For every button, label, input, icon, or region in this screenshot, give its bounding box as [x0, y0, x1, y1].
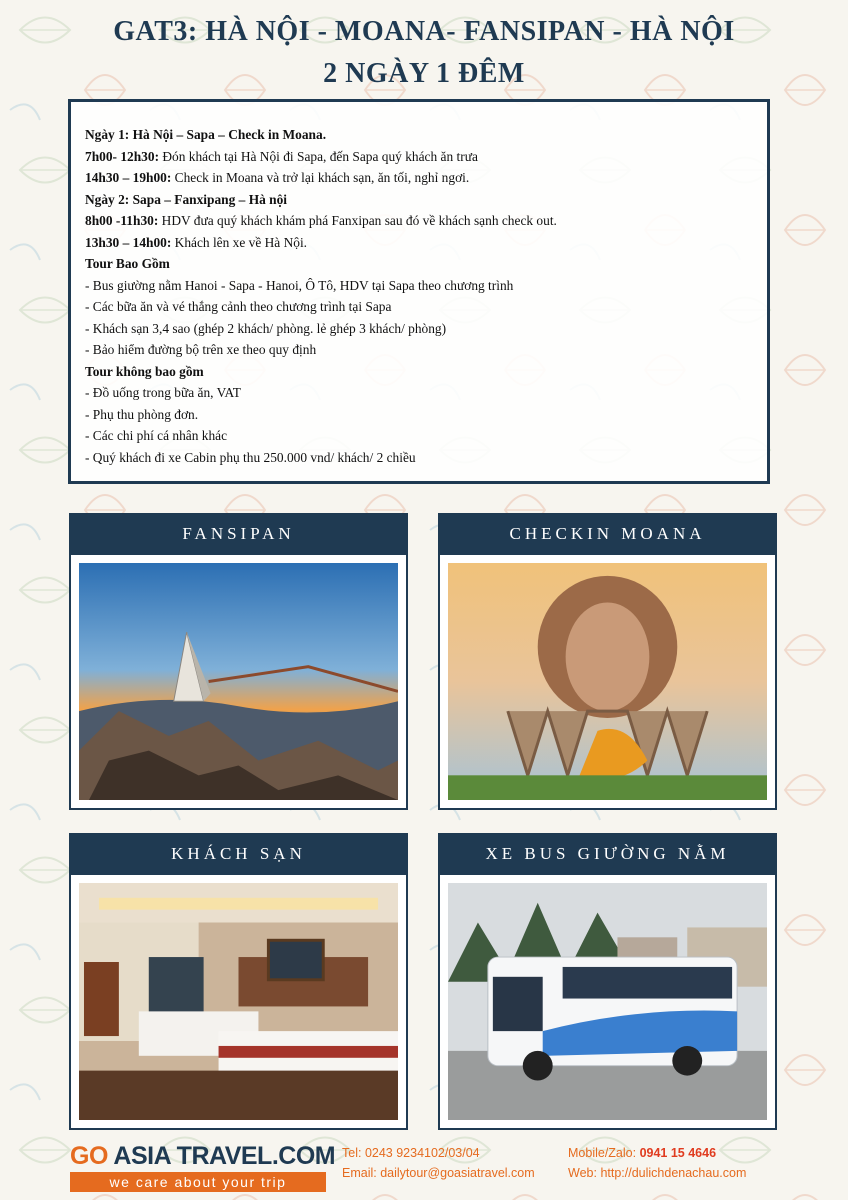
itinerary-line-text: - Khách sạn 3,4 sao (ghép 2 khách/ phòng. lẻ ghép 3 khách/ phòng): [85, 320, 447, 336]
tour-title: GAT3: HÀ NỘI - MOANA- FANSIPAN - HÀ NỘI: [113, 16, 735, 47]
contact-mobile: [568, 1146, 716, 1160]
logo-tagline: we care about your trip: [70, 1172, 326, 1192]
card-fansipan: [69, 513, 408, 810]
itinerary-line-heading: 13h30 – 14h00:: [85, 234, 172, 250]
itinerary-line: [85, 318, 767, 340]
moana-photo: [448, 563, 767, 800]
itinerary-box: [68, 99, 770, 484]
web-label: Web:: [568, 1166, 597, 1180]
bus-photo: [448, 883, 767, 1120]
logo-go: GO: [70, 1142, 108, 1170]
footer: [0, 1138, 848, 1200]
itinerary-line: [85, 167, 767, 189]
itinerary-line-heading: 8h00 -11h30:: [85, 213, 159, 228]
card-moana-frame: [438, 555, 777, 810]
itinerary-line-heading: Ngày 2: Sapa – Fanxipang – Hà nội: [85, 191, 288, 207]
itinerary-line-text: - Các chi phí cá nhân khác: [85, 428, 228, 443]
tel-label: Tel:: [342, 1146, 362, 1160]
itinerary-line: [85, 189, 767, 211]
itinerary-line: [85, 382, 767, 404]
card-hotel-frame: [69, 875, 408, 1130]
itinerary-line-text: Check in Moana và trở lại khách sạn, ăn tối, nghỉ ngơi.: [171, 170, 470, 185]
company-logo: [70, 1142, 335, 1171]
itinerary-line: [85, 232, 767, 254]
card-hotel: [69, 833, 408, 1130]
tel-value: 0243 9234102/03/04: [364, 1146, 480, 1160]
itinerary-line: [85, 124, 767, 146]
itinerary-line-text: Khách lên xe về Hà Nội.: [171, 234, 308, 250]
hotel-photo: [79, 883, 398, 1120]
itinerary-line-heading: 14h30 – 19h00:: [85, 170, 172, 185]
itinerary-line: [85, 210, 767, 232]
itinerary-text: [71, 102, 767, 468]
itinerary-line-text: - Đồ uống trong bữa ăn, VAT: [85, 385, 241, 400]
itinerary-line: [85, 296, 767, 318]
itinerary-line-text: - Quý khách đi xe Cabin phụ thu 250.000 vnd/ khách/ 2 chiều: [85, 449, 416, 465]
mobile-label: Mobile/Zalo:: [568, 1146, 637, 1160]
itinerary-line-heading: Tour Bao Gồm: [85, 256, 170, 271]
contact-email: [342, 1166, 535, 1180]
card-fansipan-title: FANSIPAN: [69, 513, 408, 555]
itinerary-line: [85, 447, 767, 469]
itinerary-line-text: - Các bữa ăn và vé thắng cảnh theo chương trình tại Sapa: [85, 299, 392, 314]
card-fansipan-frame: [69, 555, 408, 810]
itinerary-line-heading: Tour không bao gồm: [85, 363, 204, 379]
itinerary-line-text: - Bus giường nằm Hanoi - Sapa - Hanoi, Ô Tô, HDV tại Sapa theo chương trình: [85, 277, 514, 293]
itinerary-line-text: HDV đưa quý khách khám phá Fanxipan sau đó về khách sạnh check out.: [158, 213, 557, 228]
mobile-value[interactable]: 0941 15 4646: [639, 1146, 717, 1160]
card-moana: [438, 513, 777, 810]
itinerary-line: [85, 361, 767, 383]
tour-duration: 2 NGÀY 1 ĐÊM: [323, 58, 525, 89]
card-hotel-title: KHÁCH SẠN: [69, 833, 408, 875]
itinerary-line-heading: 7h00- 12h30:: [85, 148, 160, 164]
itinerary-line: [85, 275, 767, 297]
itinerary-line: [85, 146, 767, 168]
itinerary-line: [85, 425, 767, 447]
itinerary-line: [85, 253, 767, 275]
card-bus: [438, 833, 777, 1130]
contact-web: [568, 1166, 746, 1180]
itinerary-line: [85, 339, 767, 361]
card-moana-title: CHECKIN MOANA: [438, 513, 777, 555]
itinerary-line-text: Đón khách tại Hà Nội đi Sapa, đến Sapa quý khách ăn trưa: [159, 148, 478, 164]
logo-name: ASIA TRAVEL.COM: [107, 1142, 336, 1170]
fansipan-photo: [79, 563, 398, 800]
email-value[interactable]: dailytour@goasiatravel.com: [380, 1166, 535, 1180]
card-bus-frame: [438, 875, 777, 1130]
card-bus-title: XE BUS GIƯỜNG NẰM: [438, 833, 777, 875]
itinerary-line-text: - Bảo hiểm đường bộ trên xe theo quy định: [85, 342, 317, 357]
itinerary-line-heading: Ngày 1: Hà Nội – Sapa – Check in Moana.: [85, 127, 327, 142]
itinerary-line: [85, 404, 767, 426]
itinerary-line-text: - Phụ thu phòng đơn.: [85, 406, 199, 422]
contact-tel: [342, 1146, 480, 1160]
web-value[interactable]: http://dulichdenachau.com: [600, 1166, 747, 1180]
email-label: Email:: [342, 1166, 377, 1180]
